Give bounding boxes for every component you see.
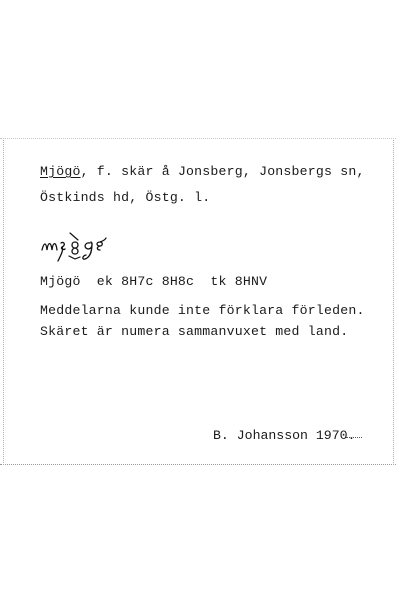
entry-line-2: Östkinds hd, Östg. l.: [40, 190, 211, 205]
card-top-edge: [0, 138, 396, 139]
entry-line-3: Mjögö ek 8H7c 8H8c tk 8HNV: [40, 274, 268, 289]
entry-line-1: [40, 164, 365, 180]
card-right-edge: [393, 140, 394, 465]
signature: B. Johansson 1970.: [213, 428, 356, 443]
trailing-dots: [346, 437, 362, 438]
handwritten-pronunciation: [40, 228, 150, 264]
entry-line-5: Skäret är numera sammanvuxet med land.: [40, 324, 349, 339]
card-left-edge: [3, 140, 4, 465]
headword: Mjögö: [40, 164, 81, 179]
entry-line-1-rest: , f. skär å Jonsberg, Jonsbergs sn,: [80, 164, 365, 179]
card-bottom-edge: [0, 464, 396, 465]
entry-line-4: Meddelarna kunde inte förklara förleden.: [40, 303, 365, 318]
